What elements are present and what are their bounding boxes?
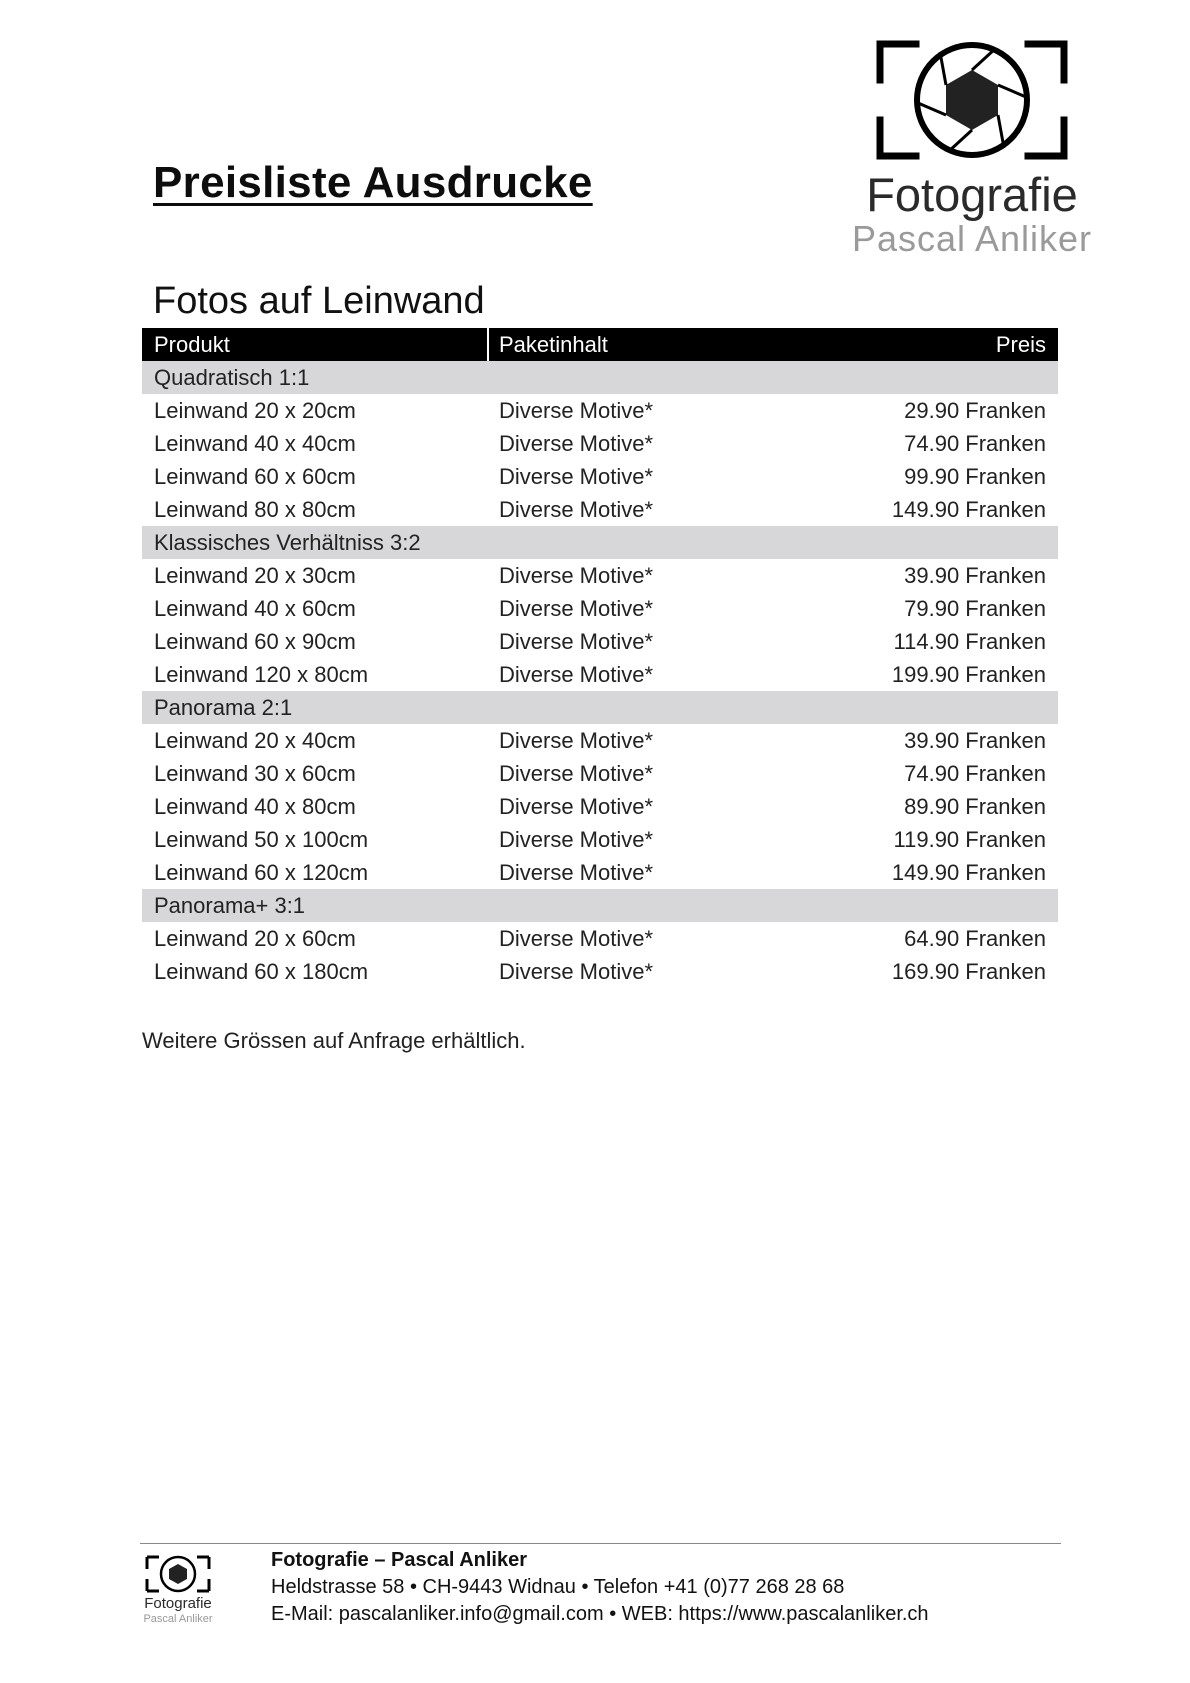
product-cell: Leinwand 40 x 80cm <box>154 793 356 819</box>
table-header-row <box>142 328 1058 361</box>
footer-contact <box>271 1547 929 1628</box>
table-row <box>142 955 1058 988</box>
product-cell: Leinwand 60 x 120cm <box>154 859 369 885</box>
price-cell: 74.90 Franken <box>904 430 1046 456</box>
table-row <box>142 658 1058 691</box>
content-cell: Diverse Motive* <box>499 496 654 522</box>
product-cell: Leinwand 30 x 60cm <box>154 760 356 786</box>
table-group-row <box>142 691 1058 724</box>
price-cell: 119.90 Franken <box>893 826 1046 852</box>
content-cell: Diverse Motive* <box>499 727 654 753</box>
footer-web-contact[interactable]: E-Mail: pascalanliker.info@gmail.com • WEB: https://www.pascalanliker.ch <box>271 1603 929 1625</box>
header-price: Preis <box>995 331 1046 357</box>
price-cell: 74.90 Franken <box>904 760 1046 786</box>
content-cell: Diverse Motive* <box>499 661 654 687</box>
table-row <box>142 625 1058 658</box>
product-cell: Leinwand 80 x 80cm <box>154 496 356 522</box>
product-cell: Leinwand 40 x 40cm <box>154 430 356 456</box>
content-cell: Diverse Motive* <box>499 760 654 786</box>
footnote: Weitere Grössen auf Anfrage erhältlich. <box>142 1028 526 1053</box>
group-name: Panorama 2:1 <box>154 694 293 720</box>
content-cell: Diverse Motive* <box>499 562 654 588</box>
product-cell: Leinwand 20 x 20cm <box>154 397 356 423</box>
table-row <box>142 427 1058 460</box>
product-cell: Leinwand 120 x 80cm <box>154 661 369 687</box>
camera-aperture-icon <box>133 1553 223 1595</box>
price-cell: 29.90 Franken <box>904 397 1046 423</box>
group-name: Klassisches Verhältniss 3:2 <box>154 529 421 555</box>
header-content: Paketinhalt <box>499 331 608 357</box>
footer-logo-text-secondary: Pascal Anliker <box>143 1613 213 1625</box>
header-product: Produkt <box>142 328 489 361</box>
content-cell: Diverse Motive* <box>499 628 654 654</box>
table-row <box>142 394 1058 427</box>
product-cell: Leinwand 60 x 90cm <box>154 628 356 654</box>
logo-text-secondary: Pascal Anliker <box>851 218 1093 259</box>
table-group-row <box>142 889 1058 922</box>
price-cell: 64.90 Franken <box>904 925 1046 951</box>
camera-aperture-icon <box>876 40 1068 160</box>
table-row <box>142 724 1058 757</box>
content-cell: Diverse Motive* <box>499 925 654 951</box>
price-cell: 39.90 Franken <box>904 562 1046 588</box>
table-row <box>142 592 1058 625</box>
price-cell: 39.90 Franken <box>904 727 1046 753</box>
brand-logo <box>842 40 1102 260</box>
price-cell: 79.90 Franken <box>904 595 1046 621</box>
footer-address: Heldstrasse 58 • CH-9443 Widnau • Telefon +41 (0)77 268 28 68 <box>271 1576 845 1598</box>
table-row <box>142 823 1058 856</box>
price-cell: 149.90 Franken <box>891 859 1046 885</box>
footer-business-name: Fotografie – Pascal Anliker <box>271 1549 528 1571</box>
content-cell: Diverse Motive* <box>499 595 654 621</box>
content-cell: Diverse Motive* <box>499 826 654 852</box>
section-title: Fotos auf Leinwand <box>153 280 485 322</box>
table-group-row <box>142 526 1058 559</box>
table-row <box>142 493 1058 526</box>
product-cell: Leinwand 60 x 60cm <box>154 463 356 489</box>
table-row <box>142 460 1058 493</box>
price-cell: 114.90 Franken <box>893 628 1046 654</box>
product-cell: Leinwand 20 x 40cm <box>154 727 356 753</box>
price-cell: 89.90 Franken <box>904 793 1046 819</box>
table-row <box>142 790 1058 823</box>
product-cell: Leinwand 20 x 60cm <box>154 925 356 951</box>
price-cell: 169.90 Franken <box>891 958 1046 984</box>
product-cell: Leinwand 20 x 30cm <box>154 562 356 588</box>
product-cell: Leinwand 40 x 60cm <box>154 595 356 621</box>
footer-logo <box>133 1553 223 1633</box>
price-cell: 149.90 Franken <box>891 496 1046 522</box>
content-cell: Diverse Motive* <box>499 859 654 885</box>
content-cell: Diverse Motive* <box>499 958 654 984</box>
price-table <box>142 328 1058 988</box>
table-row <box>142 559 1058 592</box>
table-group-row <box>142 361 1058 394</box>
product-cell: Leinwand 50 x 100cm <box>154 826 369 852</box>
price-cell: 199.90 Franken <box>891 661 1046 687</box>
group-name: Panorama+ 3:1 <box>154 892 306 918</box>
table-row <box>142 856 1058 889</box>
content-cell: Diverse Motive* <box>499 397 654 423</box>
content-cell: Diverse Motive* <box>499 793 654 819</box>
content-cell: Diverse Motive* <box>499 463 654 489</box>
group-name: Quadratisch 1:1 <box>154 364 310 390</box>
table-row <box>142 757 1058 790</box>
product-cell: Leinwand 60 x 180cm <box>154 958 369 984</box>
logo-text-primary: Fotografie <box>866 168 1078 221</box>
page-title: Preisliste Ausdrucke <box>153 158 593 207</box>
footer-logo-text-primary: Fotografie <box>144 1595 212 1612</box>
footer-divider <box>140 1543 1061 1544</box>
content-cell: Diverse Motive* <box>499 430 654 456</box>
price-cell: 99.90 Franken <box>904 463 1046 489</box>
table-row <box>142 922 1058 955</box>
